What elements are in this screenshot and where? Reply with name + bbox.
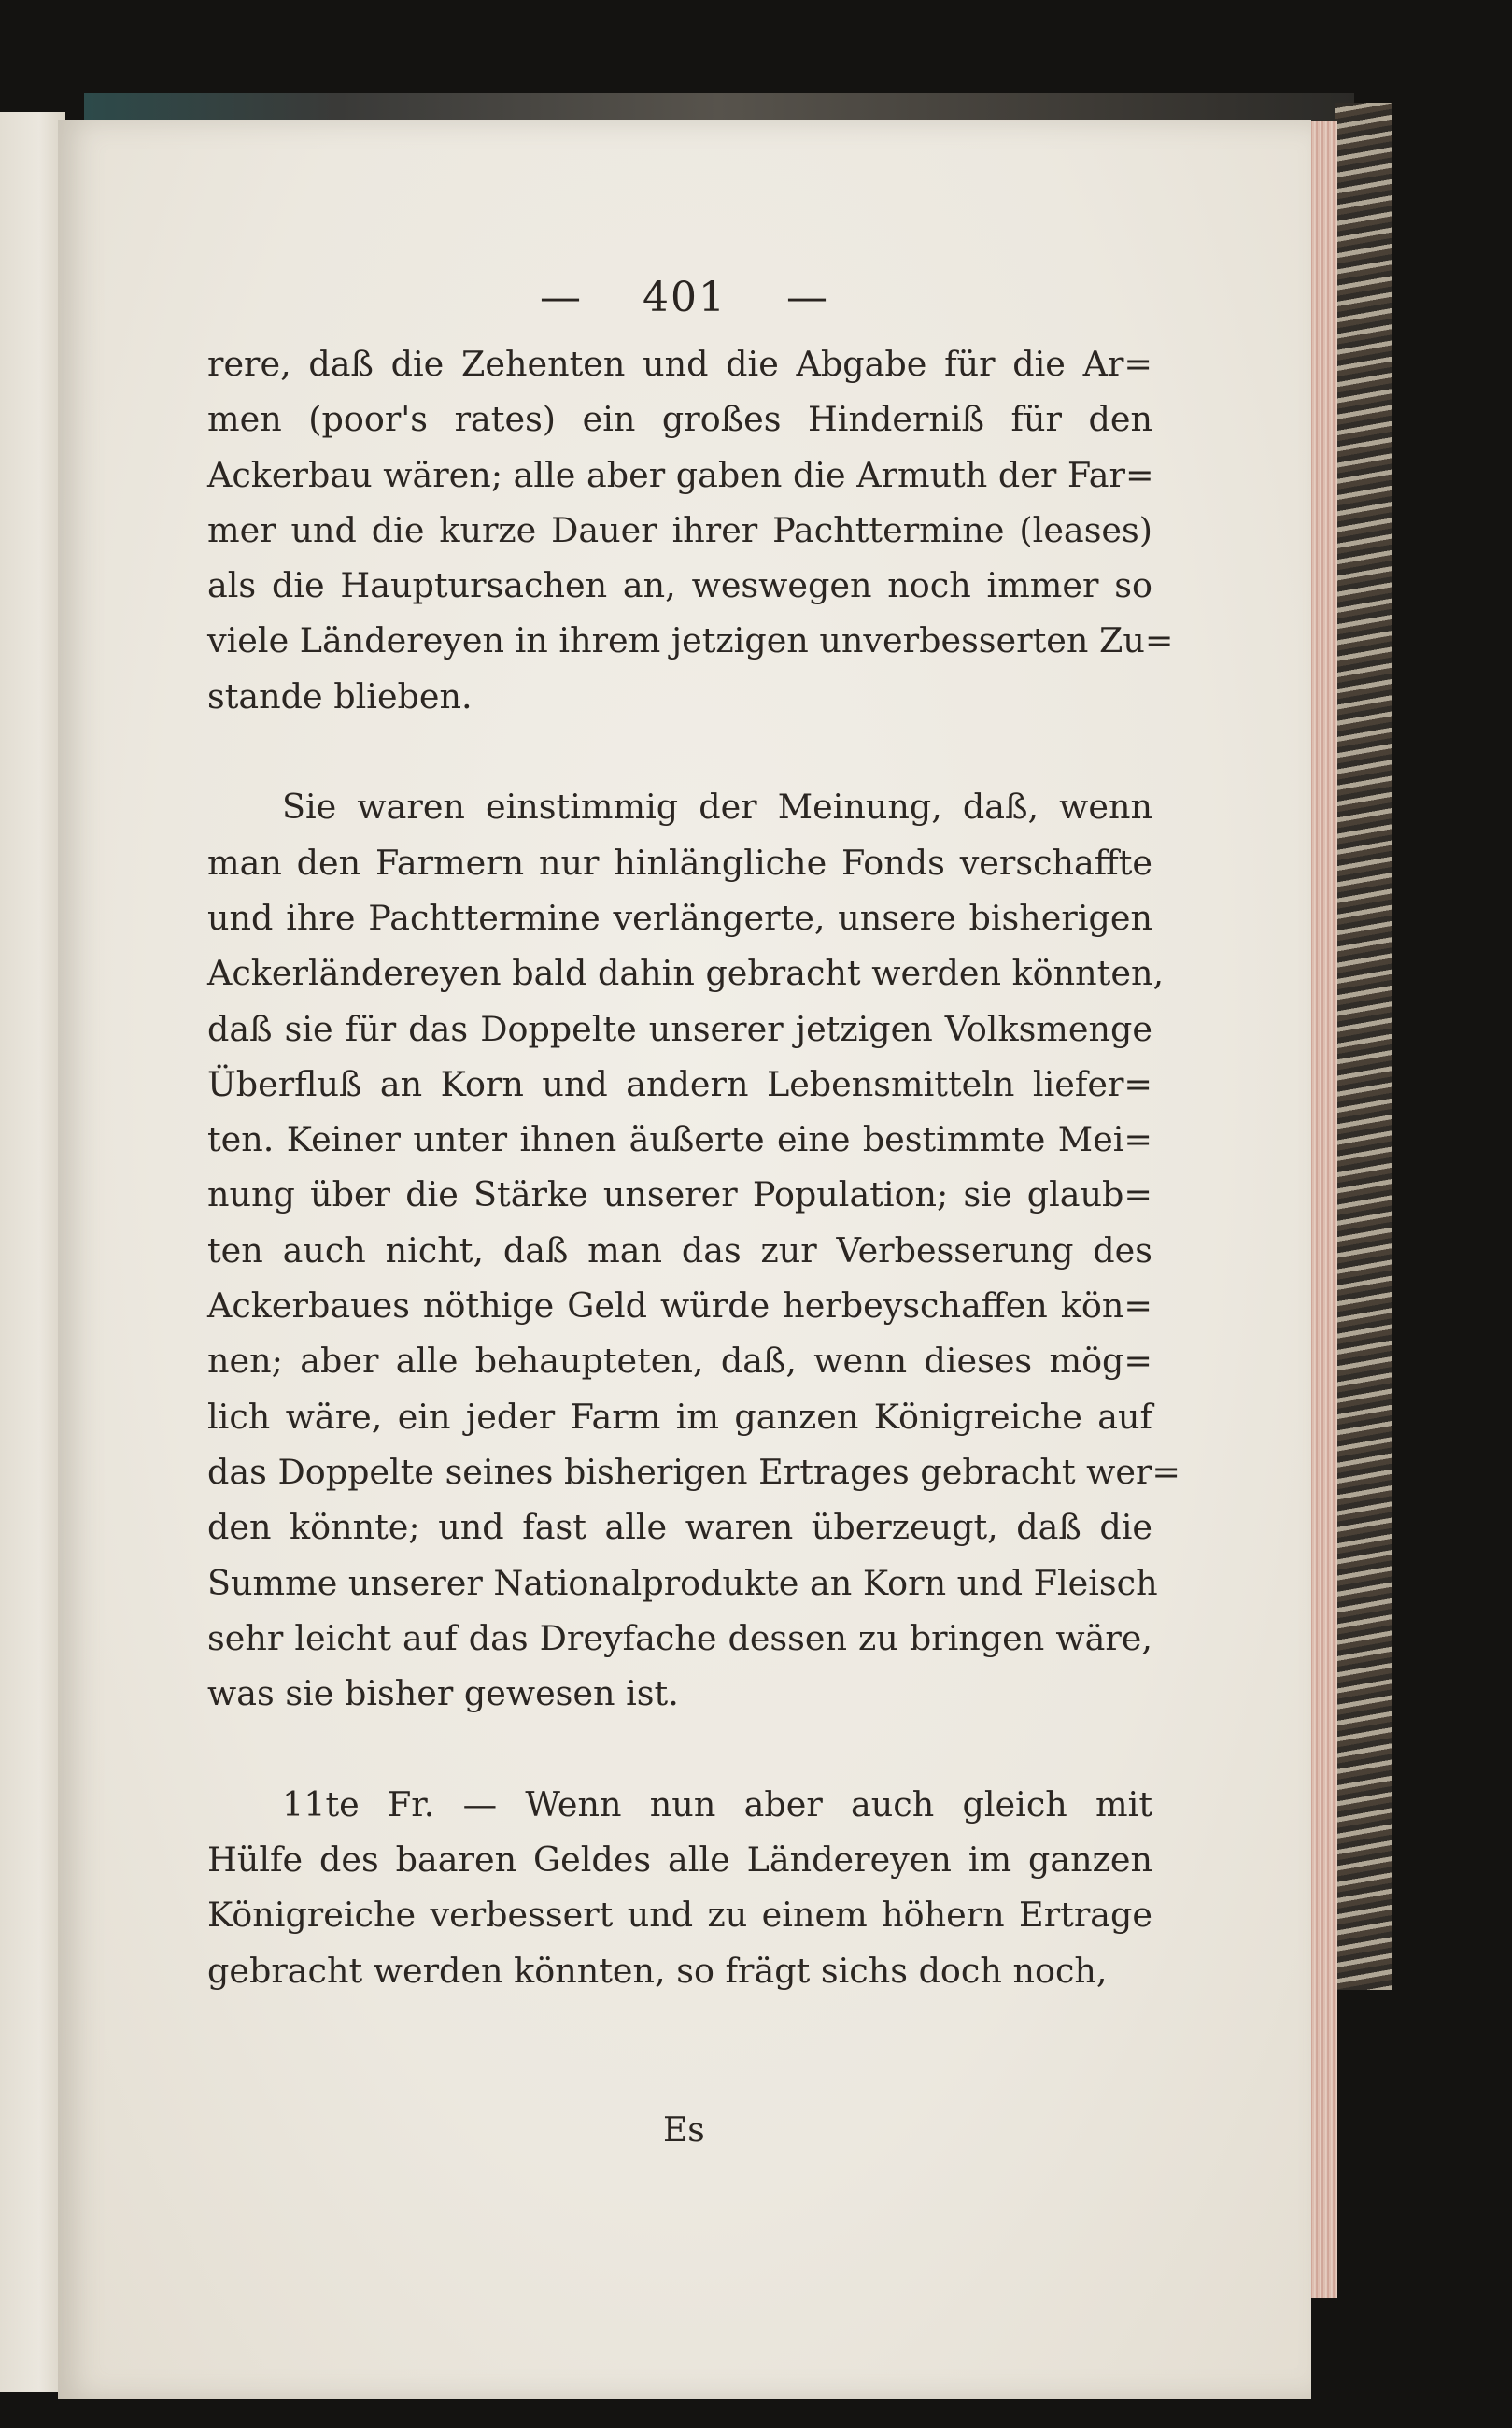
text-line: Hülfe des baaren Geldes alle Ländereyen im ganzen [207, 1839, 1152, 1881]
text-line: Überfluß an Korn und andern Lebensmitteln liefer= [207, 1063, 1152, 1104]
page-block-edge [1307, 121, 1337, 2298]
text-line: Sie waren einstimmig der Meinung, daß, wenn [282, 787, 1152, 828]
text-line: daß sie für das Doppelte unserer jetzigen Volksmenge [207, 1008, 1152, 1049]
paragraph-gap [207, 724, 1152, 779]
text-line: lich wäre, ein jeder Farm im ganzen Königreiche auf [207, 1396, 1152, 1437]
text-line: Ackerbau wären; alle aber gaben die Armuth der Far= [207, 454, 1154, 495]
page-number: 401 [643, 274, 727, 321]
previous-page-edge [0, 112, 65, 2392]
text-line: nen; aber alle behaupteten, daß, wenn dieses mög= [207, 1341, 1152, 1382]
text-line: und ihre Pachttermine verlängerte, unsere bisherigen [207, 897, 1152, 938]
text-line: was sie bisher gewesen ist. [207, 1673, 679, 1714]
text-line: Summe unserer Nationalprodukte an Korn und Fleisch [207, 1562, 1158, 1603]
text-line: men (poor's rates) ein großes Hinderniß für den [207, 399, 1152, 440]
page-header [58, 274, 1311, 321]
catchword: Es [663, 2111, 705, 2150]
text-line: gebracht werden könnten, so frägt sichs doch noch, [207, 1950, 1108, 1991]
text-line: stande blieben. [207, 675, 473, 717]
header-dash-right: — [785, 274, 829, 321]
text-line: sehr leicht auf das Dreyfache dessen zu bringen wäre, [207, 1617, 1152, 1658]
text-line: den könnte; und fast alle waren überzeugt, daß die [207, 1507, 1152, 1548]
paragraph-gap [207, 1721, 1152, 1776]
text-line: Ackerländereyen bald dahin gebracht werden könnten, [207, 953, 1165, 994]
text-line: Ackerbaues nöthige Geld würde herbeyschaffen kön= [207, 1285, 1152, 1327]
text-line: 11te Fr. — Wenn nun aber auch gleich mit [282, 1783, 1152, 1825]
body-text [207, 336, 1180, 1998]
text-line: als die Hauptursachen an, weswegen noch immer so [207, 565, 1152, 606]
book-page [58, 120, 1311, 2399]
marbled-cover-edge [1335, 103, 1392, 1990]
text-line: ten. Keiner unter ihnen äußerte eine bestimmte Mei= [207, 1119, 1152, 1160]
text-line: das Doppelte seines bisherigen Ertrages gebracht wer= [207, 1451, 1180, 1492]
text-line: viele Ländereyen in ihrem jetzigen unverbesserten Zu= [207, 620, 1174, 661]
text-line: man den Farmern nur hinlängliche Fonds verschaffte [207, 842, 1152, 883]
text-line: rere, daß die Zehenten und die Abgabe für die Ar= [207, 344, 1152, 384]
text-line: mer und die kurze Dauer ihrer Pachttermine (leases) [207, 509, 1152, 550]
text-line: ten auch nicht, daß man das zur Verbesserung des [207, 1229, 1152, 1271]
text-line: Königreiche verbessert und zu einem höhern Ertrage [207, 1895, 1152, 1936]
text-line: nung über die Stärke unserer Population; sie glaub= [207, 1174, 1152, 1215]
header-dash-left: — [540, 274, 584, 321]
